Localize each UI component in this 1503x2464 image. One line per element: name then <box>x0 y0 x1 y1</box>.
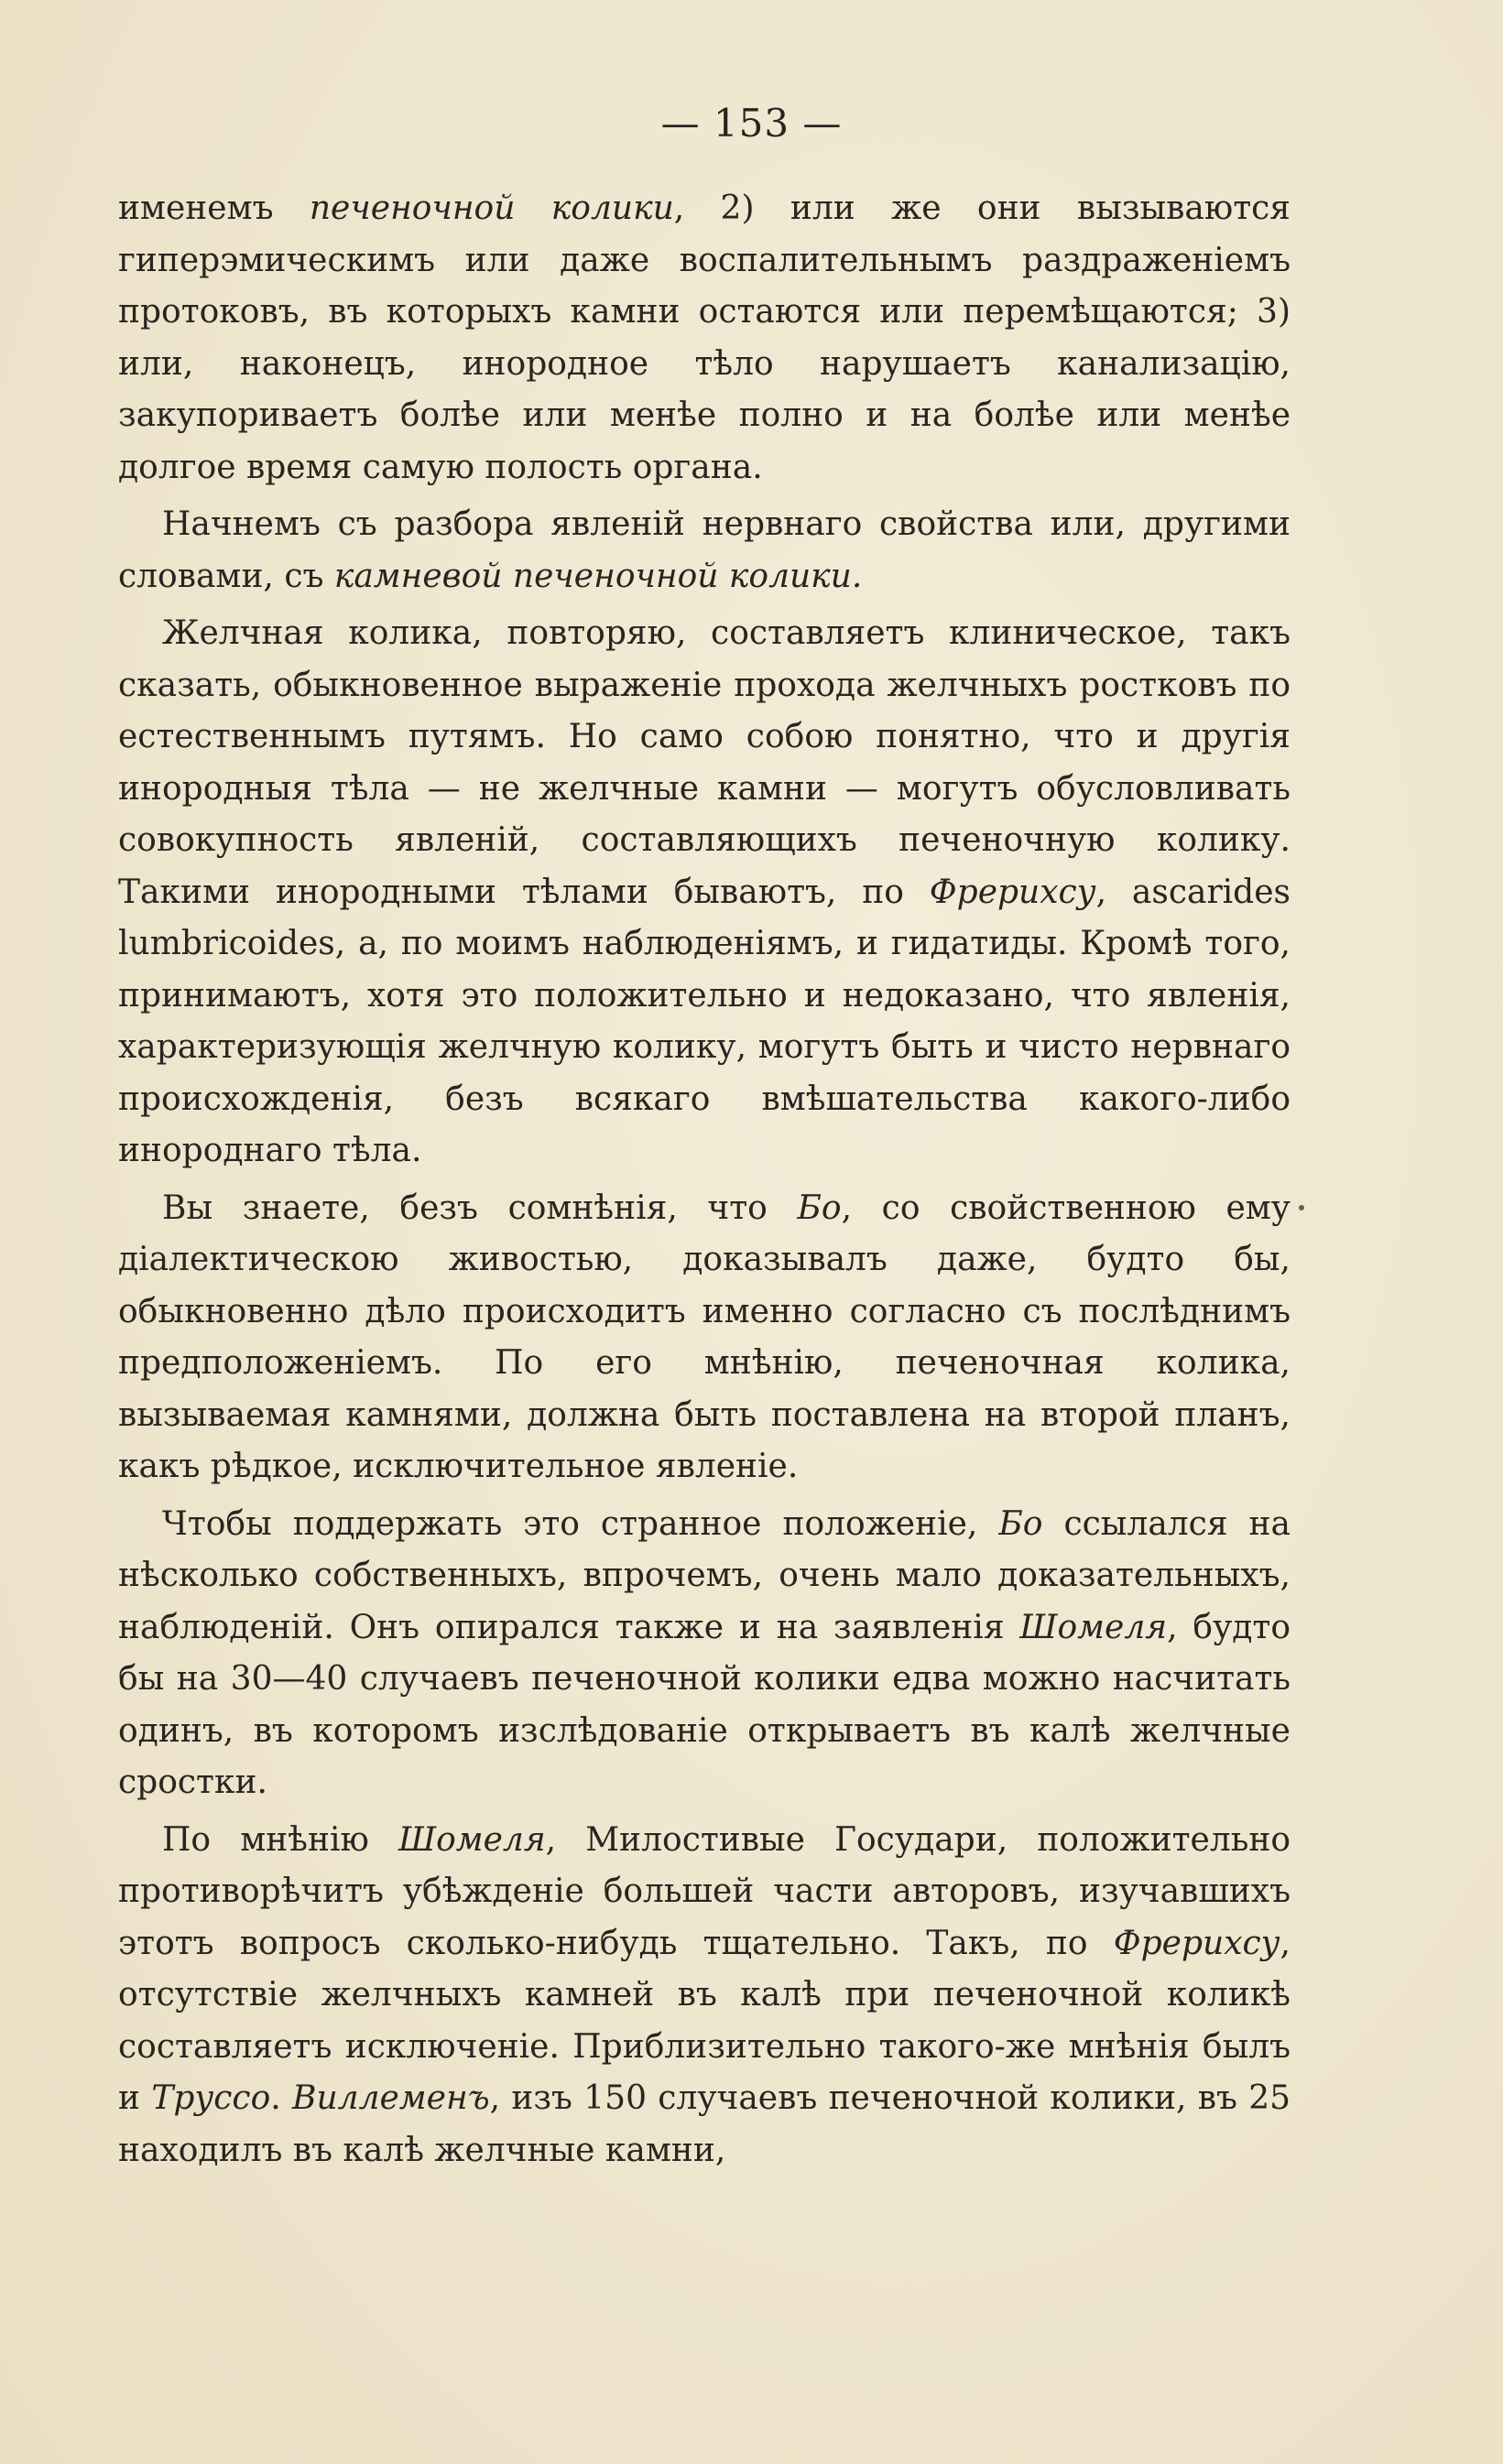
italic-text: Шомеля <box>398 1820 546 1859</box>
text-run: , ascarides lumbricoides, а, по моимъ наблюденіямъ, и гидатиды. Кромѣ того, принимаютъ, хотя это положительно и недоказано, что явленія, характеризующія желчную колику, могутъ быть и чисто нервнаго происхожденія, безъ всякаго вмѣшательства какого-либо инороднаго тѣла. <box>118 873 1291 1169</box>
italic-text: Фрерихсу <box>929 873 1096 911</box>
text-run: , со свойственною ему діалектическою живостью, доказывалъ даже, будто бы, обыкновенно дѣло происходитъ именно согласно съ послѣднимъ предположеніемъ. По его мнѣнію, печеночная колика, вызываемая камнями, должна быть поставлена на второй планъ, какъ рѣдкое, исключительное явленіе. <box>118 1189 1291 1485</box>
paragraph <box>118 1183 1291 1493</box>
italic-text: Виллеменъ <box>292 2079 490 2117</box>
italic-text: камневой печеночной колики. <box>333 557 863 595</box>
paragraph <box>118 1815 1291 2177</box>
text-run: , отсутствіе желчныхъ камней въ калѣ при печеночной коликѣ составляетъ исключеніе. Приблизительно такого-же мнѣнія былъ и <box>118 1924 1291 2117</box>
page-number: — 153 — <box>660 101 843 146</box>
text-run: . <box>270 2079 293 2117</box>
paragraph <box>118 183 1291 494</box>
italic-text: Шомеля <box>1019 1608 1168 1646</box>
text-run: , будто бы на 30—40 случаевъ печеночной колики едва можно насчитать одинъ, въ которомъ изслѣдованіе открываетъ въ калѣ желчные сростки. <box>118 1608 1291 1801</box>
paragraph <box>118 1499 1291 1809</box>
italic-text: Бо <box>797 1189 842 1227</box>
text-run: Желчная колика, повторяю, составляетъ клиническое, такъ сказать, обыкновенное выраженіе прохода желчныхъ ростковъ по естественнымъ путямъ. Но само собою понятно, что и другія инородныя тѣла — не желчные камни — могутъ обусловливать совокупность явленій, составляющихъ печеночную колику. Такими инородными тѣлами бываютъ, по <box>118 614 1291 911</box>
text-run: именемъ <box>118 190 310 227</box>
italic-text: Фрерихсу <box>1113 1924 1280 1962</box>
body-text <box>118 183 1291 2176</box>
paragraph <box>118 499 1291 602</box>
text-run: По мнѣнію <box>162 1820 398 1859</box>
text-run: Чтобы поддержать это странное положеніе, <box>162 1504 999 1543</box>
text-run: , 2) или же они вызываются гиперэмическимъ или даже воспалительнымъ раздраженіемъ протоковъ, въ которыхъ камни остаются или перемѣщаются; 3) или, наконецъ, инородное тѣло нарушаетъ канализацію, закупориваетъ болѣе или менѣе полно и на болѣе или менѣе долгое время самую полость органа. <box>118 190 1291 486</box>
paragraph <box>118 608 1291 1178</box>
italic-text: Бо <box>998 1504 1043 1543</box>
ink-speck <box>1299 1205 1304 1210</box>
text-run: , изъ 150 случаевъ печеночной колики, въ 25 находилъ въ калѣ желчные камни, <box>118 2079 1291 2169</box>
text-run: Вы знаете, безъ сомнѣнія, что <box>162 1189 798 1227</box>
italic-text: печеночной колики <box>309 190 674 227</box>
text-run: Начнемъ съ разбора явленій нервнаго свойства или, другими словами, съ <box>118 505 1291 595</box>
text-run: , Милостивые Государи, положительно противорѣчитъ убѣжденіе большей части авторовъ, изучавшихъ этотъ вопросъ сколько-нибудь тщательно. Такъ, по <box>118 1820 1291 1962</box>
text-run: ссылался на нѣсколько собственныхъ, впрочемъ, очень мало доказательныхъ, наблюденій. Онъ опирался также и на заявленія <box>118 1504 1291 1646</box>
italic-text: Труссо <box>151 2079 271 2117</box>
